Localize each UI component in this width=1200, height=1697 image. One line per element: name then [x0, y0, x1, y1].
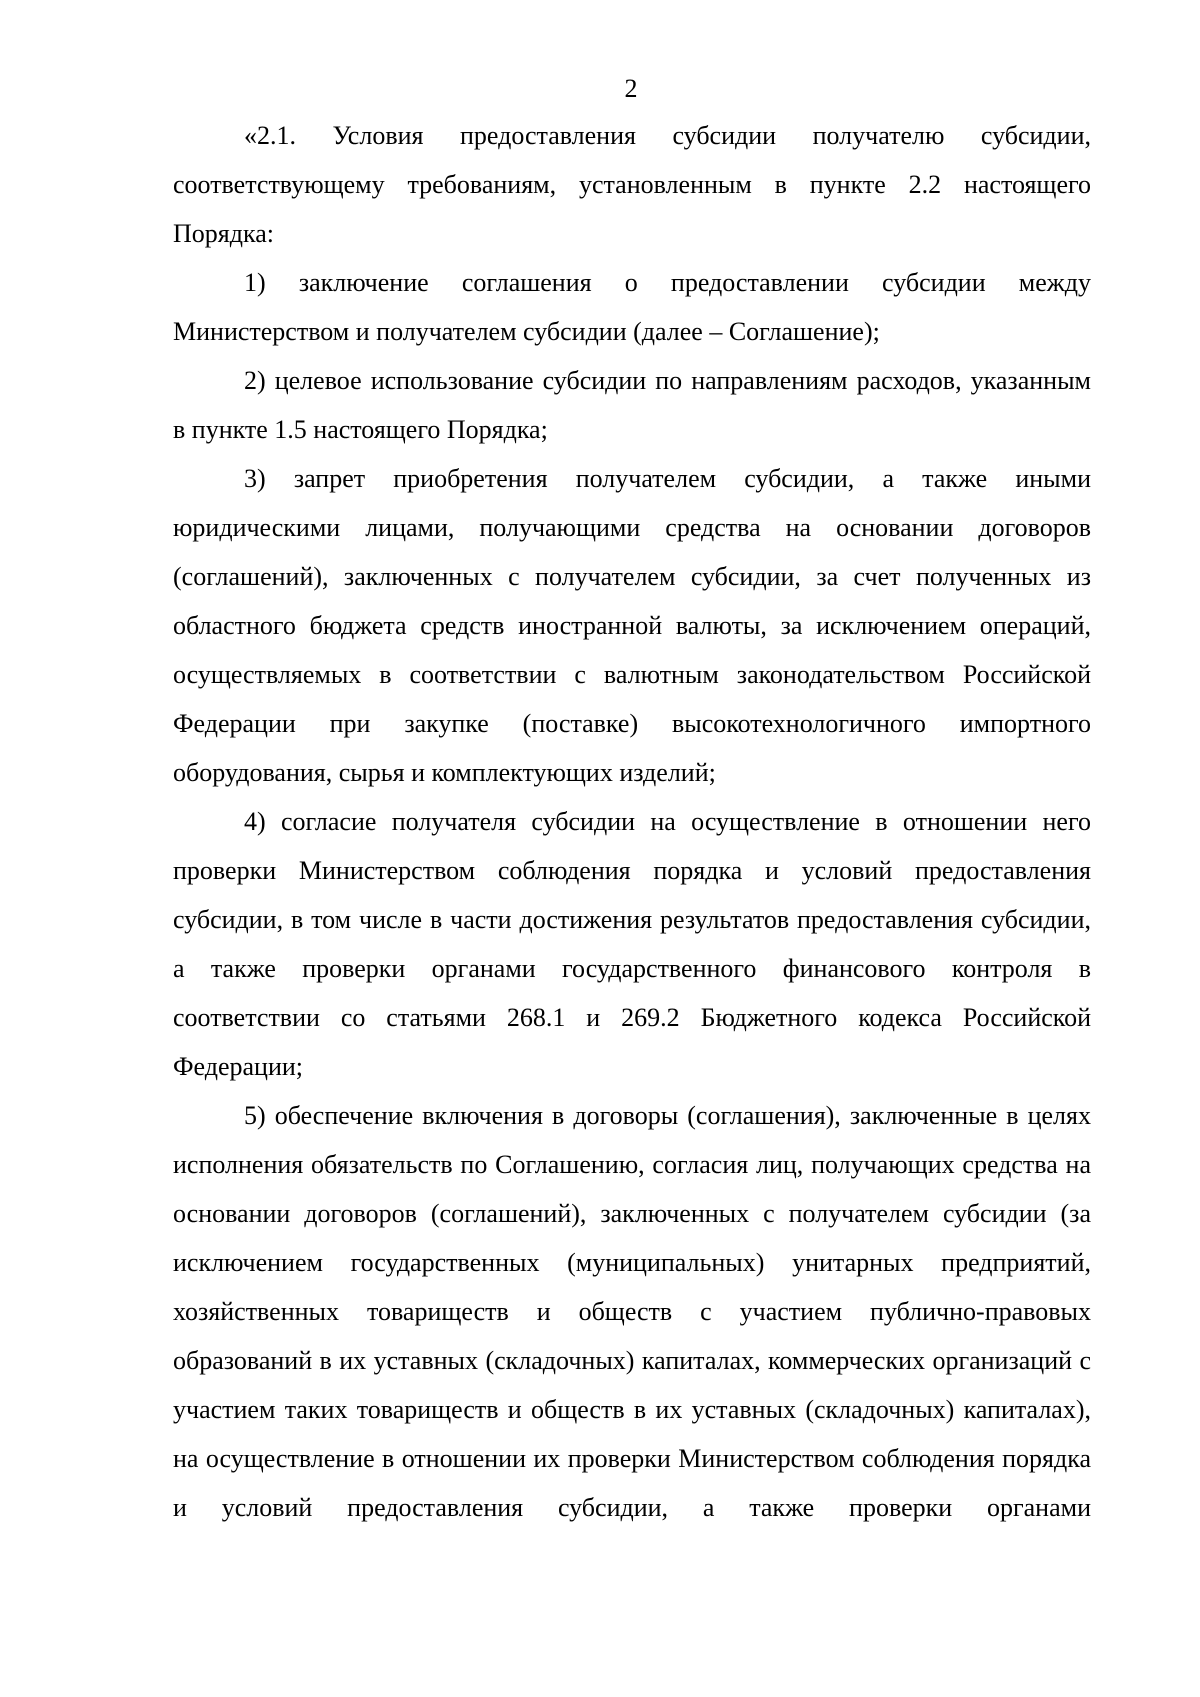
paragraph-condition-5: 5) обеспечение включения в договоры (соглашения), заключенные в целях исполнения обязательств по Соглашению, согласия лиц, получающих средства на основании договоров (соглашений), заключенных с получателем субсидии (за исключением государственных (муниципальных) унитарных предприятий, хозяйственных товариществ и обществ с участием публично-правовых образований в их уставных (складочных) капиталах, коммерческих организаций с участием таких товариществ и обществ в их уставных (складочных) капиталах), на осуществление в отношении их проверки Министерством соблюдения порядка и условий предоставления субсидии, а также проверки органами [173, 1101, 1091, 1522]
paragraph-condition-2: 2) целевое использование субсидии по направлениям расходов, указанным в пункте 1.5 настоящего Порядка; [173, 366, 1091, 444]
paragraph-condition-3: 3) запрет приобретения получателем субсидии, а также иными юридическими лицами, получающими средства на основании договоров (соглашений), заключенных с получателем субсидии, за счет полученных из областного бюджета средств иностранной валюты, за исключением операций, осуществляемых в соответствии с валютным законодательством Российской Федерации при закупке (поставке) высокотехнологичного импортного оборудования, сырья и комплектующих изделий; [173, 464, 1091, 787]
paragraph-2-1-intro: «2.1. Условия предоставления субсидии получателю субсидии, соответствующему требованиям, установленным в пункте 2.2 настоящего Порядка: [173, 121, 1091, 248]
paragraph-condition-1: 1) заключение соглашения о предоставлении субсидии между Министерством и получателем субсидии (далее – Соглашение); [173, 268, 1091, 346]
page-number: 2 [624, 74, 638, 103]
paragraph-condition-4: 4) согласие получателя субсидии на осуществление в отношении него проверки Министерством соблюдения порядка и условий предоставления субсидии, в том числе в части достижения результатов предоставления субсидии, а также проверки органами государственного финансового контроля в соответствии со статьями 268.1 и 269.2 Бюджетного кодекса Российской Федерации; [173, 807, 1091, 1081]
document-body [173, 111, 1091, 1532]
